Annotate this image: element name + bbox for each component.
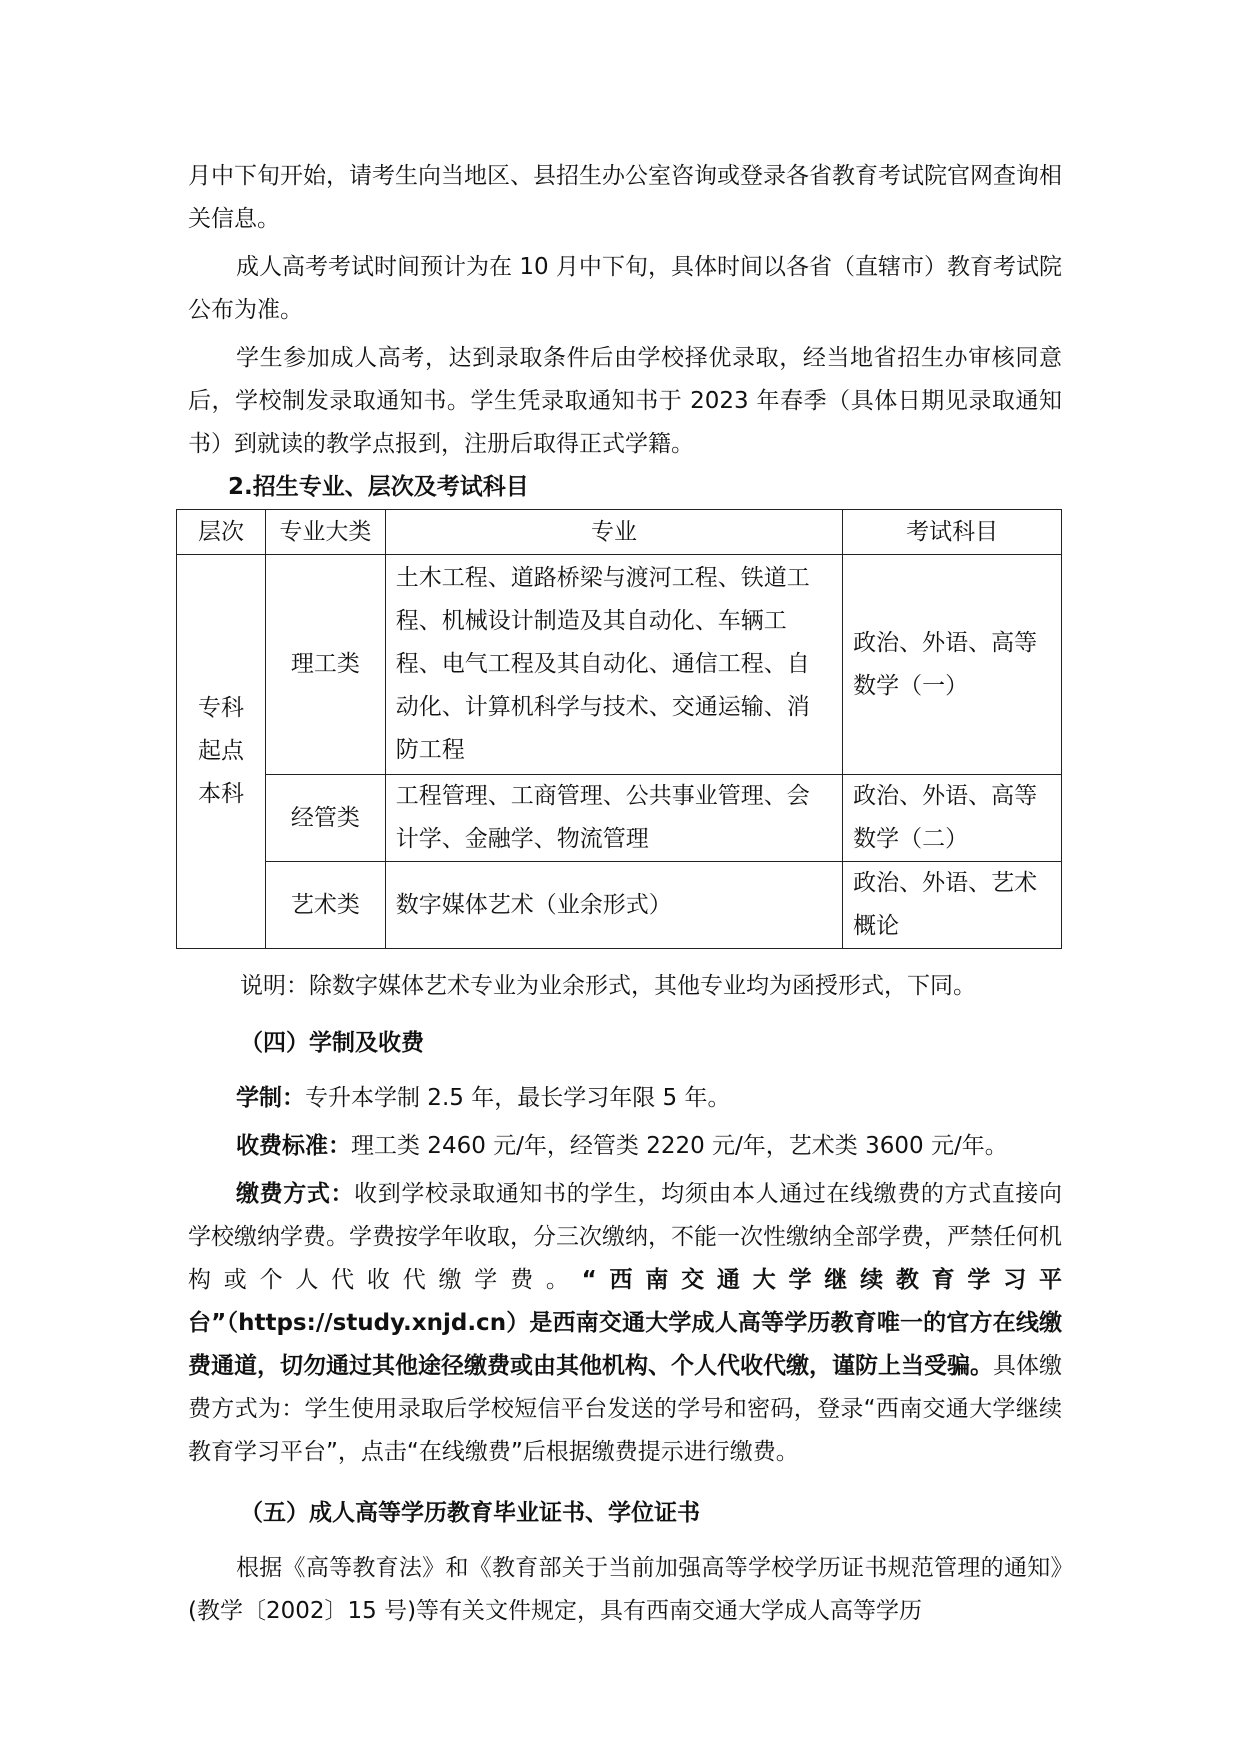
paragraph-exam-time: 成人高考考试时间预计为在 10 月中下旬，具体时间以各省（直辖市）教育考试院公布为准。 (188, 254, 1062, 323)
paragraph-fees (188, 1125, 1062, 1168)
paragraph-registration-info: 月中下旬开始，请考生向当地区、县招生办公室咨询或登录各省教育考试院官网查询相关信息。 (188, 163, 1062, 232)
table-row (177, 862, 1062, 949)
duration-label: 学制： (236, 1085, 305, 1111)
level-cell: 专科起点本科 (177, 555, 266, 949)
header-subjects: 考试科目 (843, 510, 1062, 555)
paragraph-payment (188, 1173, 1062, 1474)
header-major: 专业 (385, 510, 842, 555)
subjects-cell: 政治、外语、高等数学（二） (843, 775, 1062, 862)
paragraph-certificates: 根据《高等教育法》和《教育部关于当前加强高等学校学历证书规范管理的通知》(教学〔2002〕15 号)等有关文件规定，具有西南交通大学成人高等学历 (188, 1555, 1062, 1624)
header-level: 层次 (177, 510, 266, 555)
paragraph-admission: 学生参加成人高考，达到录取条件后由学校择优录取，经当地省招生办审核同意后，学校制发录取通知书。学生凭录取通知书于 2023 年春季（具体日期见录取通知书）到就读的教学点报到，注册后取得正式学籍。 (188, 345, 1062, 457)
section-title-certificates: （五）成人高等学历教育毕业证书、学位证书 (240, 1500, 700, 1526)
table-header-row (177, 510, 1062, 555)
category-cell: 经管类 (265, 775, 385, 862)
majors-table (176, 509, 1062, 949)
majors-cell: 工程管理、工商管理、公共事业管理、会计学、金融学、物流管理 (385, 775, 842, 862)
subjects-cell: 政治、外语、高等数学（一） (843, 555, 1062, 775)
majors-cell: 数字媒体艺术（业余形式） (385, 862, 842, 949)
table-row (177, 775, 1062, 862)
paragraph-duration (188, 1077, 1062, 1120)
header-category: 专业大类 (265, 510, 385, 555)
table-row (177, 555, 1062, 775)
table-note: 说明：除数字媒体艺术专业为业余形式，其他专业均为函授形式，下同。 (240, 973, 976, 999)
majors-cell: 土木工程、道路桥梁与渡河工程、铁道工程、机械设计制造及其自动化、车辆工程、电气工程及其自动化、通信工程、自动化、计算机科学与技术、交通运输、消防工程 (385, 555, 842, 775)
payment-label: 缴费方式： (236, 1181, 355, 1207)
document-content (188, 155, 1062, 1633)
category-cell: 理工类 (265, 555, 385, 775)
fees-text: 理工类 2460 元/年，经管类 2220 元/年，艺术类 3600 元/年。 (351, 1133, 1008, 1159)
section-title-duration-fees: （四）学制及收费 (240, 1030, 424, 1056)
fees-label: 收费标准： (236, 1133, 351, 1159)
payment-warning: “西南交通大学继续教育学习平台”（https://study.xnjd.cn）是西南交通大学成人高等学历教育唯一的官方在线缴费通道，切勿通过其他途径缴费或由其他机构、个人代收代缴，谨防上当受骗。 (188, 1267, 1062, 1379)
payment-instructions: 具体缴费方式为：学生使用录取后学校短信平台发送的学号和密码，登录“西南交通大学继续教育学习平台”，点击“在线缴费”后根据缴费提示进行缴费。 (188, 1353, 1062, 1465)
payment-text: 收到学校录取通知书的学生，均须由本人通过在线缴费的方式直接向学校缴纳学费。学费按学年收取，分三次缴纳，不能一次性缴纳全部学费，严禁任何机构或个人代收代缴学费。 (188, 1181, 1063, 1293)
duration-text: 专升本学制 2.5 年，最长学习年限 5 年。 (305, 1085, 731, 1111)
category-cell: 艺术类 (265, 862, 385, 949)
section-title-majors: 2.招生专业、层次及考试科目 (228, 474, 529, 500)
subjects-cell: 政治、外语、艺术概论 (843, 862, 1062, 949)
